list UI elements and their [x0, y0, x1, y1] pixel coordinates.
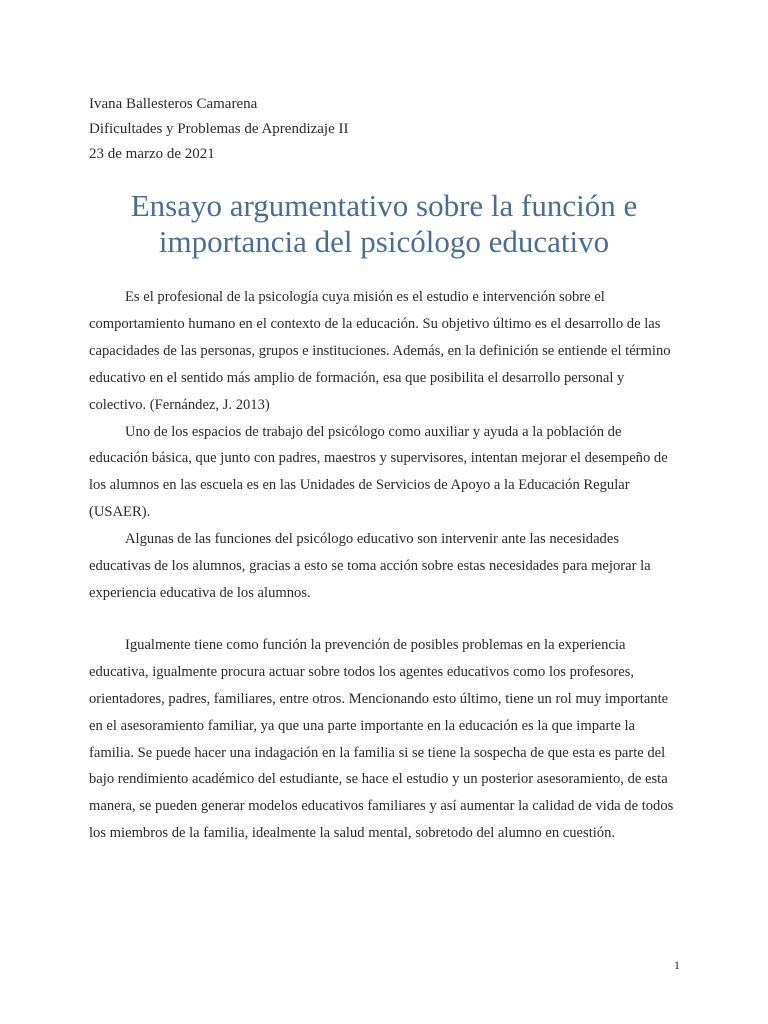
author-name: Ivana Ballesteros Camarena: [89, 96, 258, 112]
document-header: [89, 92, 349, 167]
paragraph-2: Uno de los espacios de trabajo del psicólogo como auxiliar y ayuda a la población de educación básica, que junto con padres, maestros y supervisores, intentan mejorar el desempeño de los alumnos en las escuela es en las Unidades de Servicios de Apoyo a la Educación Regular (USAER).: [89, 423, 668, 521]
paragraph-4: Igualmente tiene como función la prevención de posibles problemas en la experiencia educativa, igualmente procura actuar sobre todos los agentes educativos como los profesores, orientadores, padres, familiares, entre otros. Mencionando esto último, tiene un rol muy importante en el asesoramiento familiar, ya que una parte importante en la educación es la que imparte la familia. Se puede hacer una indagación en la familia si se tiene la sospecha de que esta es parte del bajo rendimiento académico del estudiante, se hace el estudio y un posterior asesoramiento, de esta manera, se pueden generar modelos educativos familiares y así aumentar la calidad de vida de todos los miembros de la familia, idealmente la salud mental, sobretodo del alumno en cuestión.: [89, 636, 674, 842]
page-number: 1: [674, 958, 680, 972]
essay-title: [40, 188, 728, 260]
paragraph-1: Es el profesional de la psicología cuya misión es el estudio e intervención sobre el comportamiento humano en el contexto de la educación. Su objetivo último es el desarrollo de las capacidades de las personas, grupos e instituciones. Además, en la definición se entiende el término educativo en el sentido más amplio de formación, esa que posibilita el desarrollo personal y colectivo. (Fernández, J. 2013): [89, 289, 671, 413]
essay-body: [89, 284, 681, 847]
essay-title-line-2: importancia del psicólogo educativo: [158, 224, 610, 259]
paragraph-3: Algunas de las funciones del psicólogo educativo son intervenir ante las necesidades educativas de los alumnos, gracias a esto se toma acción sobre estas necesidades para mejorar la experiencia educativa de los alumnos.: [89, 531, 651, 601]
course-name: Dificultades y Problemas de Aprendizaje II: [89, 121, 349, 137]
document-date: 23 de marzo de 2021: [89, 146, 215, 162]
essay-title-line-1: Ensayo argumentativo sobre la función e: [130, 188, 638, 223]
